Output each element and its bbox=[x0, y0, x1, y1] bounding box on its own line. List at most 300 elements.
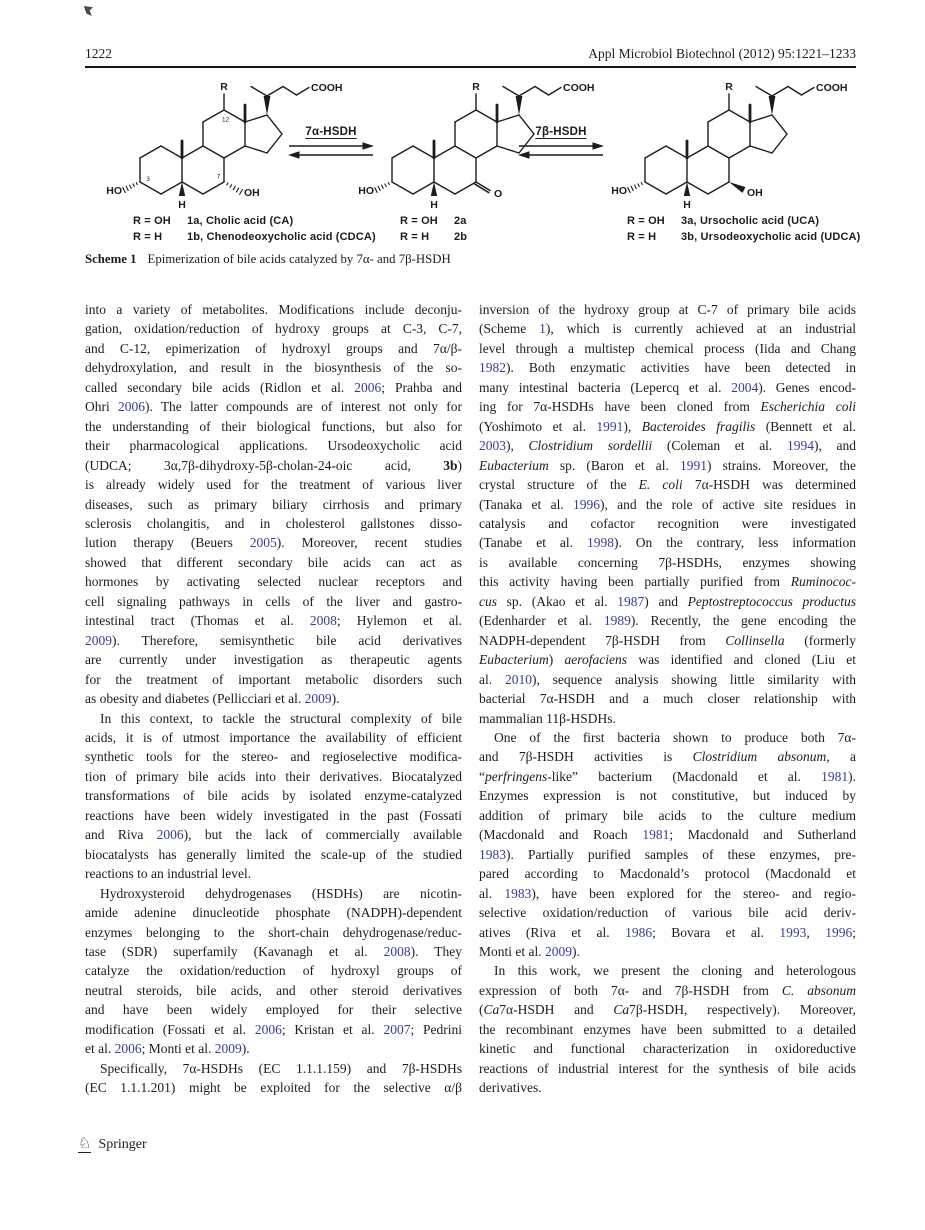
citation-link[interactable]: 1996 bbox=[572, 496, 600, 512]
text-line bbox=[479, 747, 856, 766]
citation-link[interactable]: 1994 bbox=[786, 438, 814, 454]
text-segment: sp. (Akao et al. bbox=[497, 593, 618, 609]
text-line bbox=[85, 728, 462, 747]
text-line bbox=[85, 1039, 462, 1058]
legend-r-group: R = OH bbox=[133, 215, 171, 227]
citation-link[interactable]: 1991 bbox=[680, 457, 707, 473]
citation-link[interactable]: 2009 bbox=[214, 1041, 242, 1057]
text-line bbox=[85, 339, 462, 358]
text-segment: their pharmacological applications. Ursodeoxycholic acid bbox=[85, 438, 462, 454]
text-segment: into a variety of metabolites. Modifications include deconju- bbox=[85, 302, 462, 317]
text-segment: ; Macdonald and Sutherland bbox=[669, 827, 856, 843]
text-segment: acids, it is of utmost importance the availability of efficient bbox=[85, 729, 462, 745]
text-line bbox=[85, 942, 462, 961]
text-line bbox=[85, 961, 462, 980]
atom-label-oh: OH bbox=[747, 187, 763, 199]
text-line bbox=[85, 1000, 462, 1019]
text-segment: hormones by activating selected nuclear receptors and bbox=[85, 574, 462, 590]
text-segment: Clostridium sordellii bbox=[528, 438, 653, 454]
text-segment: enzymes belonging to the short-chain dehydrogenase/reduc- bbox=[85, 924, 462, 940]
scheme-caption-label: Scheme 1 bbox=[85, 252, 137, 266]
atom-label-r: R bbox=[472, 81, 480, 93]
text-segment: neutral steroids, bile acids, and other steroid derivatives bbox=[85, 982, 462, 998]
text-line bbox=[479, 1020, 856, 1039]
text-line bbox=[85, 436, 462, 455]
position-number-3: 3 bbox=[146, 176, 150, 183]
citation-link[interactable]: 2010 bbox=[504, 671, 532, 687]
text-line bbox=[85, 747, 462, 766]
atom-label-cooh: COOH bbox=[816, 82, 848, 94]
text-segment: is available concerning 7β-HSDHs, enzymes showing bbox=[479, 554, 856, 570]
text-segment: et al. bbox=[85, 1041, 115, 1057]
text-line bbox=[479, 553, 856, 572]
text-segment: Ca bbox=[613, 1002, 630, 1018]
text-segment: ; Prahba and bbox=[381, 379, 462, 395]
text-segment: Clostridium absonum bbox=[692, 749, 827, 765]
text-line bbox=[85, 1020, 462, 1039]
text-line bbox=[479, 397, 856, 416]
text-line bbox=[85, 786, 462, 805]
text-line bbox=[479, 533, 856, 552]
text-line bbox=[479, 806, 856, 825]
text-segment: and Riva bbox=[85, 827, 157, 843]
legend-row bbox=[400, 230, 467, 246]
reaction-1 bbox=[288, 126, 374, 161]
text-line bbox=[479, 456, 856, 475]
text-segment: kinetic and functional characterization in oxidoreductive bbox=[479, 1041, 856, 1057]
text-segment: al. bbox=[479, 671, 505, 687]
text-segment: C. absonum bbox=[781, 982, 856, 998]
text-line bbox=[85, 319, 462, 338]
steroid-skeleton bbox=[603, 80, 848, 215]
citation-link[interactable]: 1993 bbox=[779, 924, 807, 940]
text-segment: Collinsella bbox=[725, 632, 785, 648]
text-segment: bacterial 7α-HSDH and a much closer relationship with bbox=[479, 691, 856, 707]
text-segment: addition of primary bile acids to the culture medium bbox=[479, 807, 856, 823]
text-segment: (EC 1.1.1.201) might be exploited for the selective α/β bbox=[85, 1080, 462, 1096]
text-segment: ), bbox=[623, 418, 642, 434]
legend-compound-name: 3a, Ursocholic acid (UCA) bbox=[681, 215, 820, 227]
text-segment: transformations of bile acids by isolated enzyme-catalyzed bbox=[85, 788, 462, 804]
legend-compound-name: 1b, Chenodeoxycholic acid (CDCA) bbox=[187, 230, 376, 243]
text-line bbox=[479, 436, 856, 455]
text-segment: Bacteroides fragilis bbox=[641, 418, 756, 434]
text-segment: (Tanabe et al. bbox=[479, 535, 587, 551]
legend-compound-name: 1a, Cholic acid (CA) bbox=[187, 215, 294, 227]
text-line bbox=[479, 495, 856, 514]
legend-compound-name: 2a bbox=[454, 215, 467, 227]
text-segment: E. coli bbox=[638, 477, 683, 493]
text-segment: is already widely used for the treatment of various liver bbox=[85, 477, 462, 493]
text-line bbox=[85, 689, 462, 708]
text-segment: One of the first bacteria shown to produce both 7α- bbox=[494, 729, 856, 745]
text-segment: inversion of the hydroxy group at C-7 of primary bile acids bbox=[479, 302, 856, 317]
text-line bbox=[479, 631, 856, 650]
text-line bbox=[85, 533, 462, 552]
text-segment: pared according to Macdonald’s protocol (Macdonald et bbox=[479, 866, 856, 882]
text-segment: mammalian 11β-HSDHs. bbox=[479, 710, 616, 726]
text-segment: ; Kristan et al. bbox=[281, 1021, 384, 1037]
text-line bbox=[85, 709, 462, 728]
text-segment: ) and bbox=[644, 593, 688, 609]
citation-link[interactable]: 2006 bbox=[354, 379, 382, 395]
text-segment: (Macdonald and Roach bbox=[479, 827, 643, 843]
text-segment: sp. (Baron et al. bbox=[548, 457, 680, 473]
atom-label-cooh: COOH bbox=[311, 82, 343, 94]
text-segment: (Coleman et al. bbox=[652, 438, 787, 454]
legend-r-group: R = OH bbox=[400, 215, 438, 227]
text-segment: (Scheme bbox=[479, 321, 540, 337]
text-segment: (Tanaka et al. bbox=[479, 496, 573, 512]
citation-link[interactable]: 2005 bbox=[249, 535, 277, 551]
text-line bbox=[85, 611, 462, 630]
text-segment: ) bbox=[457, 457, 462, 473]
text-line bbox=[85, 825, 462, 844]
text-line bbox=[85, 650, 462, 669]
text-segment: 7α-HSDH was determined bbox=[682, 477, 856, 493]
text-segment: ), sequence analysis showing little similarity with bbox=[531, 671, 856, 687]
text-segment: sclerosis cholangitis, and in cholesterol gallstones disso- bbox=[85, 515, 462, 531]
text-line bbox=[479, 709, 856, 728]
text-segment: ). bbox=[331, 691, 340, 707]
text-segment: as obesity and diabetes (Pellicciari et al. bbox=[85, 691, 305, 707]
text-segment: aerofaciens bbox=[564, 652, 628, 668]
citation-link[interactable]: 2006 bbox=[114, 1041, 142, 1057]
equilibrium-arrows-icon bbox=[518, 141, 604, 161]
text-segment: for the treatment of important metabolic disorders such bbox=[85, 671, 462, 687]
text-segment: ). Moreover, recent studies bbox=[276, 535, 462, 551]
text-line bbox=[85, 572, 462, 591]
atom-label-r: R bbox=[725, 81, 733, 93]
text-segment: 3b bbox=[443, 457, 458, 473]
text-segment: tase (SDR) superfamily (Kavanagh et al. bbox=[85, 943, 384, 959]
text-segment: ). Recently, the gene encoding the bbox=[630, 613, 856, 629]
citation-link[interactable]: 2008 bbox=[309, 613, 337, 629]
text-segment: ( bbox=[479, 1002, 484, 1018]
legend-r-group: R = H bbox=[627, 230, 657, 243]
position-number-12: 12 bbox=[221, 116, 230, 124]
legend-row bbox=[133, 214, 376, 230]
text-line bbox=[479, 592, 856, 611]
text-line bbox=[85, 300, 462, 319]
text-line bbox=[85, 397, 462, 416]
text-segment: reactions of industrial interest for the synthesis of bile acids bbox=[479, 1060, 856, 1076]
reaction-2 bbox=[518, 126, 604, 161]
text-segment: In this work, we present the cloning and heterologous bbox=[494, 963, 856, 979]
text-segment: many intestinal bacteria (Lepercq et al. bbox=[479, 379, 732, 395]
text-segment: perfringens bbox=[485, 768, 548, 784]
scheme-caption bbox=[85, 252, 856, 267]
text-line bbox=[479, 339, 856, 358]
text-line bbox=[479, 650, 856, 669]
text-line bbox=[479, 1059, 856, 1078]
text-line bbox=[479, 689, 856, 708]
text-segment: ), and bbox=[813, 438, 857, 454]
atom-label-r: R bbox=[220, 81, 228, 93]
text-line bbox=[479, 475, 856, 494]
citation-link[interactable]: 2006 bbox=[117, 399, 145, 415]
text-line bbox=[85, 553, 462, 572]
text-segment: NADPH-dependent 7β-HSDH from bbox=[479, 632, 726, 648]
text-line bbox=[85, 670, 462, 689]
text-line bbox=[479, 923, 856, 942]
text-line bbox=[479, 767, 856, 786]
enzyme-label-7a-hsdh: 7α-HSDH bbox=[305, 126, 357, 138]
text-line bbox=[479, 942, 856, 961]
scheme-caption-text: Epimerization of bile acids catalyzed by 7α- and 7β-HSDH bbox=[147, 252, 451, 266]
text-line bbox=[479, 514, 856, 533]
text-line bbox=[85, 884, 462, 903]
text-line bbox=[479, 961, 856, 980]
text-line bbox=[85, 767, 462, 786]
text-line bbox=[85, 358, 462, 377]
text-segment: Eubacterium bbox=[479, 457, 549, 473]
steroid-structure-3 bbox=[603, 80, 848, 215]
atom-label-h: H bbox=[178, 199, 186, 211]
text-segment: cell signaling pathways in cells of the liver and gastro- bbox=[85, 593, 462, 609]
citation-link[interactable]: 1986 bbox=[625, 924, 653, 940]
structure-2-legend bbox=[400, 214, 467, 245]
citation-link[interactable]: 2007 bbox=[383, 1021, 411, 1037]
text-segment: Escherichia coli bbox=[760, 399, 856, 415]
legend-row bbox=[400, 214, 467, 230]
text-segment: “ bbox=[479, 768, 485, 784]
text-segment: amide adenine dinucleotide phosphate (NADPH)-dependent bbox=[85, 905, 462, 921]
text-segment: lution therapy (Beuers bbox=[85, 535, 250, 551]
text-line bbox=[479, 572, 856, 591]
text-segment: level through a multistep chemical process (Iida and Chang bbox=[479, 340, 856, 356]
text-segment: Monti et al. bbox=[479, 943, 545, 959]
text-segment: Enzymes expression is not constitutive, but induced by bbox=[479, 788, 856, 804]
text-segment: ), bbox=[506, 438, 529, 454]
scan-artifact bbox=[84, 6, 93, 16]
legend-row bbox=[627, 230, 860, 246]
text-segment: Ca bbox=[483, 1002, 500, 1018]
text-segment: (UDCA; 3α,7β-dihydroxy-5β-cholan-24-oic acid, bbox=[85, 457, 444, 473]
text-segment: ; Hylemon et al. bbox=[336, 613, 463, 629]
publisher-footer bbox=[78, 1136, 147, 1153]
text-segment: ). bbox=[848, 768, 856, 784]
citation-link[interactable]: 1983 bbox=[504, 885, 532, 901]
citation-link[interactable]: 2003 bbox=[479, 438, 506, 454]
text-segment: , bbox=[806, 924, 826, 940]
text-line bbox=[479, 670, 856, 689]
text-segment: intestinal tract (Thomas et al. bbox=[85, 613, 310, 629]
header-rule bbox=[85, 66, 856, 68]
text-line bbox=[85, 495, 462, 514]
text-segment: Ohri bbox=[85, 399, 118, 415]
text-segment: ). They bbox=[410, 943, 462, 959]
position-number-7: 7 bbox=[216, 173, 221, 181]
text-segment: ). Therefore, semisynthetic bile acid derivatives bbox=[112, 632, 462, 648]
text-segment: ; Monti et al. bbox=[141, 1041, 215, 1057]
text-segment: , a bbox=[826, 749, 856, 765]
text-line bbox=[479, 825, 856, 844]
atom-label-h: H bbox=[683, 199, 691, 211]
citation-link[interactable]: 2004 bbox=[731, 379, 759, 395]
text-segment: synthetic tools for the stereo- and regioselective modifica- bbox=[85, 749, 462, 765]
text-line bbox=[85, 456, 462, 475]
text-segment: and 7β-HSDH activities is bbox=[479, 749, 693, 765]
text-segment: derivatives. bbox=[479, 1080, 542, 1096]
text-segment: 7α-HSDH and bbox=[499, 1002, 614, 1018]
citation-link[interactable]: 2009 bbox=[545, 943, 572, 959]
citation-link[interactable]: 1982 bbox=[479, 360, 506, 376]
citation-link[interactable]: 1983 bbox=[479, 846, 506, 862]
text-line bbox=[479, 358, 856, 377]
text-segment: the understanding of their biological functions, but also for bbox=[85, 418, 462, 434]
text-segment: ; bbox=[852, 924, 856, 940]
text-segment: -like” bacterium (Macdonald et al. bbox=[547, 768, 822, 784]
atom-label-ho: HO bbox=[611, 185, 627, 197]
text-segment: tion of primary bile acids into their derivatives. Biocatalyzed bbox=[85, 768, 462, 784]
text-line bbox=[479, 1039, 856, 1058]
text-line bbox=[85, 378, 462, 397]
text-segment: biocatalysts has generally limited the scale-up of the studied bbox=[85, 846, 462, 862]
structure-1-legend bbox=[133, 214, 376, 245]
text-segment: gation, oxidation/reduction of hydroxy groups at C-3, C-7, bbox=[85, 321, 462, 337]
text-segment: 7β-HSDH, respectively). Moreover, bbox=[629, 1002, 856, 1018]
text-segment: reactions to an industrial level. bbox=[85, 866, 252, 882]
text-line bbox=[85, 1059, 462, 1078]
text-line bbox=[479, 300, 856, 319]
text-segment: are currently under investigation as therapeutic agents bbox=[85, 652, 462, 668]
text-segment: ing for 7α-HSDHs have been cloned from bbox=[479, 399, 761, 415]
body-column-left bbox=[85, 300, 462, 1098]
text-segment: ). On the contrary, less information bbox=[613, 535, 856, 551]
text-segment: (Bennett et al. bbox=[755, 418, 856, 434]
text-segment: catalyze the oxidation/reduction of hydroxyl groups of bbox=[85, 963, 462, 979]
text-segment: catalysis and cofactor recognition were investigated bbox=[479, 515, 856, 531]
text-segment: was identified and cloned (Liu et bbox=[627, 652, 856, 668]
citation-link[interactable]: 1996 bbox=[825, 924, 853, 940]
citation-link[interactable]: 2006 bbox=[254, 1021, 282, 1037]
text-line bbox=[479, 611, 856, 630]
atom-label-o: O bbox=[494, 188, 503, 200]
text-line bbox=[85, 923, 462, 942]
text-line bbox=[85, 514, 462, 533]
text-line bbox=[85, 1078, 462, 1097]
text-line bbox=[479, 1078, 856, 1097]
atom-label-h: H bbox=[430, 199, 438, 211]
text-line bbox=[85, 806, 462, 825]
publisher-name: Springer bbox=[98, 1136, 147, 1152]
legend-r-group: R = OH bbox=[627, 215, 665, 227]
text-line bbox=[479, 864, 856, 883]
text-line bbox=[85, 981, 462, 1000]
text-segment: reactions have been widely investigated in the past (Fossati bbox=[85, 807, 462, 823]
text-line bbox=[479, 845, 856, 864]
text-segment: modification (Fossati et al. bbox=[85, 1021, 255, 1037]
citation-link[interactable]: 1 bbox=[539, 321, 546, 337]
text-segment: In this context, to tackle the structural complexity of bile bbox=[100, 710, 462, 726]
text-segment: (Edenharder et al. bbox=[479, 613, 604, 629]
text-line bbox=[85, 845, 462, 864]
text-segment: this activity having been partially purified from bbox=[479, 574, 791, 590]
legend-compound-name: 2b bbox=[454, 230, 468, 243]
text-line bbox=[85, 864, 462, 883]
citation-link[interactable]: 2008 bbox=[383, 943, 411, 959]
text-segment: and C-12, epimerization of hydroxyl groups and 7α/β- bbox=[85, 340, 462, 356]
legend-row bbox=[133, 230, 376, 246]
page-number: 1222 bbox=[85, 46, 112, 61]
text-line bbox=[479, 903, 856, 922]
text-segment: cus bbox=[479, 593, 497, 609]
text-segment: ), which is currently achieved at an industrial bbox=[545, 321, 856, 337]
text-line bbox=[85, 903, 462, 922]
legend-row bbox=[627, 214, 860, 230]
text-line bbox=[85, 417, 462, 436]
text-segment: Eubacterium bbox=[479, 652, 549, 668]
atom-label-ho: HO bbox=[106, 185, 122, 197]
text-segment: Hydroxysteroid dehydrogenases (HSDHs) are nicotin- bbox=[100, 885, 462, 901]
skeleton-bonds bbox=[628, 87, 814, 197]
text-segment: selective oxidation/reduction of various bile acid deriv- bbox=[479, 905, 856, 921]
text-line bbox=[479, 1000, 856, 1019]
citation-link[interactable]: 1987 bbox=[617, 593, 645, 609]
text-segment: Ruminococ- bbox=[790, 574, 856, 590]
text-segment: ). The latter compounds are of interest not only for bbox=[144, 399, 462, 415]
text-segment: Specifically, 7α-HSDHs (EC 1.1.1.159) and 7β-HSDHs bbox=[100, 1060, 462, 1076]
citation-link[interactable]: 1981 bbox=[821, 768, 849, 784]
text-segment: Peptostreptococcus productus bbox=[687, 593, 856, 609]
text-segment: (formerly bbox=[784, 632, 856, 648]
springer-knight-icon: ♘ bbox=[78, 1134, 92, 1152]
text-segment: called secondary bile acids (Ridlon et al. bbox=[85, 379, 355, 395]
citation-link[interactable]: 2009 bbox=[85, 632, 112, 648]
citation-link[interactable]: 2006 bbox=[156, 827, 184, 843]
text-segment: crystal structure of the bbox=[479, 477, 639, 493]
text-segment: expression of both 7α- and 7β-HSDH from bbox=[479, 982, 782, 998]
citation-link[interactable]: 1989 bbox=[603, 613, 631, 629]
text-line bbox=[479, 728, 856, 747]
text-segment: dehydroxylation, and result in the biosynthesis of the so- bbox=[85, 360, 462, 376]
text-segment: ). Partially purified samples of these enzymes, pre- bbox=[506, 846, 856, 862]
text-line bbox=[479, 319, 856, 338]
citation-link[interactable]: 1981 bbox=[642, 827, 670, 843]
text-segment: the recombinant enzymes have been submitted to a detailed bbox=[479, 1021, 856, 1037]
text-segment: al. bbox=[479, 885, 505, 901]
text-segment: atives (Riva et al. bbox=[479, 924, 626, 940]
text-segment: ), and the role of active site residues in bbox=[599, 496, 856, 512]
text-segment: and have been widely employed for their selective bbox=[85, 1002, 462, 1018]
text-segment: ), but the lack of commercially available bbox=[183, 827, 462, 843]
text-segment: (Yoshimoto et al. bbox=[479, 418, 597, 434]
text-segment: diseases, such as primary biliary cirrhosis and primary bbox=[85, 496, 462, 512]
text-line bbox=[479, 884, 856, 903]
text-line bbox=[479, 981, 856, 1000]
citation-link[interactable]: 2009 bbox=[304, 691, 332, 707]
legend-r-group: R = H bbox=[400, 230, 430, 243]
atom-label-ho: HO bbox=[358, 185, 374, 197]
structure-3-legend bbox=[627, 214, 860, 245]
citation-link[interactable]: 1998 bbox=[586, 535, 614, 551]
text-line bbox=[479, 786, 856, 805]
body-column-right bbox=[479, 300, 856, 1098]
text-segment: ) strains. Moreover, the bbox=[707, 457, 856, 473]
atom-label-oh: OH bbox=[244, 187, 260, 199]
atom-label-cooh: COOH bbox=[563, 82, 595, 94]
citation-link[interactable]: 1991 bbox=[596, 418, 624, 434]
text-segment: ; Bovara et al. bbox=[652, 924, 780, 940]
text-line bbox=[479, 378, 856, 397]
text-segment: ), have been explored for the stereo- and regio- bbox=[531, 885, 856, 901]
text-segment: showed that different secondary bile acids can act as bbox=[85, 554, 462, 570]
text-segment: ; Pedrini bbox=[410, 1021, 462, 1037]
text-line bbox=[85, 592, 462, 611]
text-segment: ). Both enzymatic activities have been detected in bbox=[506, 360, 856, 376]
text-segment: ). Genes encod- bbox=[758, 379, 856, 395]
